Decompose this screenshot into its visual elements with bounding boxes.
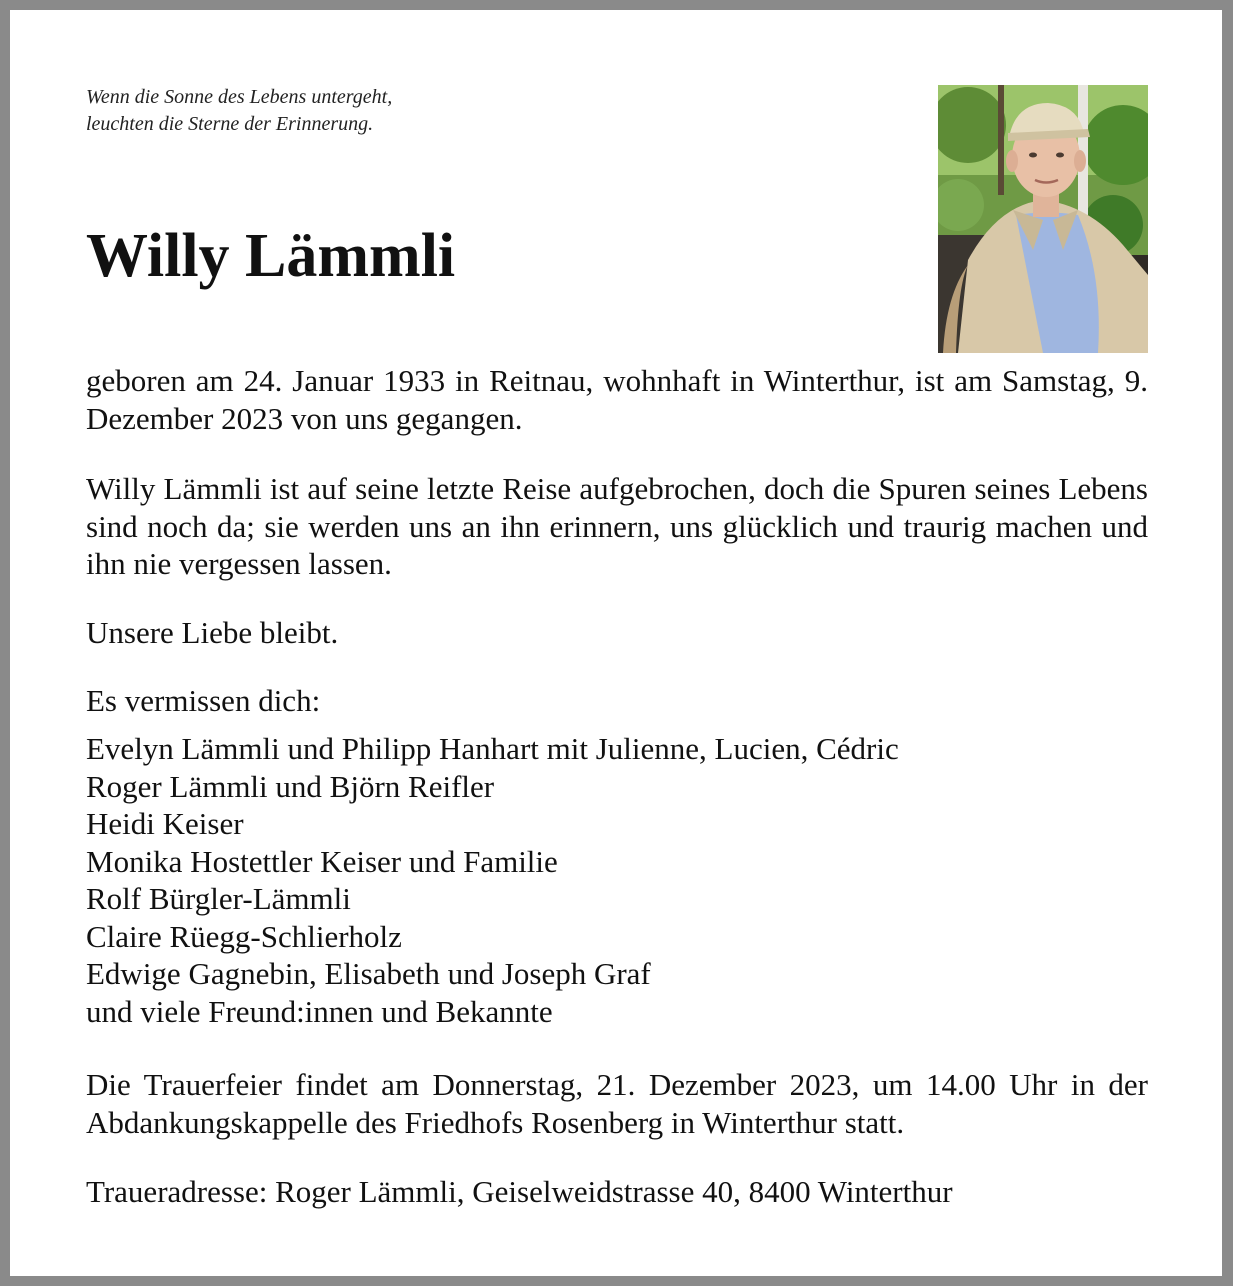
mourning-address: Traueradresse: Roger Lämmli, Geiselweidstrasse 40, 8400 Winterthur [86, 1174, 953, 1209]
ceremony-paragraph: Die Trauerfeier findet am Donnerstag, 21. Dezember 2023, um 14.00 Uhr in der Abdankungskappelle des Friedhofs Rosenberg in Winterthur statt. [86, 1067, 1148, 1140]
list-item: Claire Rüegg-Schlierholz [86, 918, 402, 954]
list-item: und viele Freund:innen und Bekannte [86, 993, 553, 1029]
motto-line-2: leuchten die Sterne der Erinnerung. [86, 113, 374, 135]
list-item: Roger Lämmli und Björn Reifler [86, 768, 495, 804]
list-item: Rolf Bürgler-Lämmli [86, 881, 351, 916]
missed-intro: Es vermissen dich: [86, 683, 321, 718]
list-item: Monika Hostettler Keiser und Familie [86, 843, 558, 879]
journey-paragraph: Willy Lämmli ist auf seine letzte Reise aufgebrochen, doch die Spuren seines Lebens sind noch da; sie werden uns an ihn erinnern, uns glücklich und traurig machen und ihn nie vergessen lassen. [86, 471, 1148, 581]
mourners-list [86, 730, 1148, 1030]
list-item: Evelyn Lämmli und Philipp Hanhart mit Julienne, Lucien, Cédric [86, 731, 899, 766]
motto [86, 84, 392, 138]
obituary-page [10, 10, 1222, 1276]
portrait-photo-icon [938, 85, 1148, 353]
love-line: Unsere Liebe bleibt. [86, 615, 339, 650]
motto-line-1: Wenn die Sonne des Lebens untergeht, [86, 86, 393, 108]
list-item: Edwige Gagnebin, Elisabeth und Joseph Graf [86, 956, 651, 991]
list-item: Heidi Keiser [86, 806, 244, 841]
deceased-name: Willy Lämmli [86, 222, 456, 290]
birth-paragraph: geboren am 24. Januar 1933 in Reitnau, wohnhaft in Winterthur, ist am Samstag, 9. Dezember 2023 von uns gegangen. [86, 363, 1148, 436]
